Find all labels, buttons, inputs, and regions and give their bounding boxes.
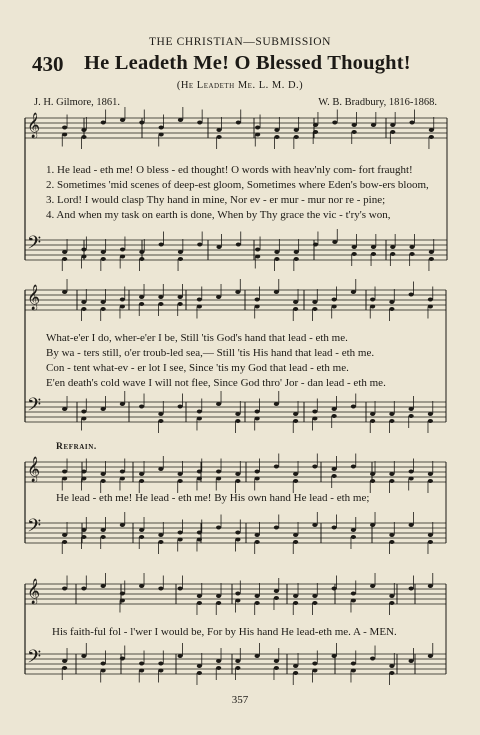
note-head [409,659,414,663]
note-head [370,584,375,588]
note-head [120,592,125,596]
note-head [216,594,221,598]
note-head [332,305,337,309]
note-head [370,657,375,661]
note-head [293,671,298,675]
note-head [293,533,298,537]
verse-4-line-1: 4. And when my task on earth is done, When by Thy grace the vic - t'ry's won, [46,209,391,221]
note-head [294,257,299,261]
note-head [197,671,202,675]
note-head [255,417,260,421]
note-head [139,528,144,532]
note-head [81,300,86,304]
note-head [178,257,183,261]
note-head [389,594,394,598]
note-head [255,654,260,658]
note-head [216,526,221,530]
note-head [389,664,394,668]
note-head [101,528,106,532]
note-head [274,128,279,132]
note-head [216,659,221,663]
note-head [197,417,202,421]
note-head [274,526,279,530]
note-head [101,307,106,311]
note-head [312,594,317,598]
note-head [120,402,125,406]
note-head [197,410,202,414]
note-head [139,121,144,125]
note-head [235,419,240,423]
note-head [236,243,241,247]
note-head [62,126,67,130]
note-head [351,592,356,596]
note-head [390,130,395,134]
treble-clef-icon: 𝄞 [27,457,41,482]
note-head [352,130,357,134]
note-head [158,587,163,591]
note-head [158,533,163,537]
note-head [332,654,337,658]
note-head [255,255,260,259]
note-head [235,479,240,483]
note-head [120,255,125,259]
hymn-title: He Leadeth Me! O Blessed Thought! [84,52,411,74]
note-head [429,250,434,254]
note-head [312,300,317,304]
note-head [389,479,394,483]
note-head [351,465,356,469]
note-head [178,654,183,658]
note-head [293,419,298,423]
note-head [101,584,106,588]
note-head [62,257,67,261]
note-head [294,128,299,132]
note-head [158,662,163,666]
note-head [178,405,183,409]
note-head [332,414,337,418]
note-head [158,540,163,544]
note-head [81,587,86,591]
note-head [101,479,106,483]
note-head [351,405,356,409]
note-head [197,305,202,309]
note-head [293,307,298,311]
note-head [235,531,240,535]
verse-2-line-1: 2. Sometimes 'mid scenes of deep-est gloom, Sometimes where Eden's bow-ers bloom, [46,179,429,191]
note-head [120,477,125,481]
note-head [313,123,318,127]
note-head [255,248,260,252]
note-head [274,465,279,469]
note-head [197,601,202,605]
note-head [255,305,260,309]
note-head [312,307,317,311]
note-head [62,540,67,544]
bass-clef-icon: 𝄢 [27,233,42,258]
note-head [370,479,375,483]
note-head [332,298,337,302]
note-head [197,538,202,542]
note-head [428,584,433,588]
note-head [120,118,125,122]
note-head [371,245,376,249]
note-head [293,601,298,605]
note-head [255,470,260,474]
note-head [158,669,163,673]
note-head [312,601,317,605]
note-head [255,126,260,130]
note-head [197,121,202,125]
note-head [216,295,221,299]
note-head [274,250,279,254]
note-head [428,654,433,658]
note-head [139,302,144,306]
note-head [235,659,240,663]
note-head [101,300,106,304]
note-head [235,412,240,416]
note-head [236,121,241,125]
note-head [293,540,298,544]
note-head [101,121,106,125]
note-head [178,250,183,254]
note-head [62,470,67,474]
note-head [178,295,183,299]
note-head [159,126,164,130]
verse-1-line-2: What-e'er I do, wher-e'er I be, Still 'tis God's hand that lead - eth me. [46,332,348,344]
note-head [216,666,221,670]
section-heading: THE CHRISTIAN—SUBMISSION [148,36,332,48]
note-head [216,402,221,406]
note-head [81,255,86,259]
note-head [101,257,106,261]
note-head [197,470,202,474]
note-head [274,290,279,294]
note-head [255,298,260,302]
note-head [390,123,395,127]
note-head [293,664,298,668]
note-head [332,121,337,125]
note-head [428,419,433,423]
treble-clef-icon: 𝄞 [27,579,41,604]
note-head [429,135,434,139]
note-head [255,601,260,605]
note-head [62,477,67,481]
note-head [81,248,86,252]
note-head [139,479,144,483]
note-head [293,412,298,416]
note-head [293,472,298,476]
note-head [428,479,433,483]
note-head [235,599,240,603]
note-head [370,305,375,309]
note-head [312,465,317,469]
note-head [197,243,202,247]
note-head [428,533,433,537]
note-head [120,470,125,474]
note-head [62,666,67,670]
note-head [120,305,125,309]
note-head [312,410,317,414]
note-head [352,123,357,127]
note-head [389,671,394,675]
note-head [255,133,260,137]
note-head [312,523,317,527]
note-head [409,470,414,474]
bass-clef-icon: 𝄢 [27,395,42,420]
note-head [120,523,125,527]
note-head [312,662,317,666]
note-head [293,479,298,483]
note-head [389,472,394,476]
note-head [429,128,434,132]
note-head [332,407,337,411]
verse-3-line-1: 3. Lord! I would clasp Thy hand in mine, Nor ev - er mur - mur nor re - pine; [46,194,386,206]
note-head [139,250,144,254]
note-head [274,257,279,261]
note-head [351,599,356,603]
note-head [332,474,337,478]
note-head [428,540,433,544]
note-head [139,535,144,539]
hymn-number: 430 [32,52,64,76]
note-head [178,118,183,122]
note-head [235,472,240,476]
note-head [274,596,279,600]
note-head [62,533,67,537]
note-head [235,538,240,542]
note-head [370,412,375,416]
note-head [197,477,202,481]
note-head [294,135,299,139]
note-head [274,659,279,663]
note-head [159,243,164,247]
note-head [216,477,221,481]
note-head [178,472,183,476]
note-head [389,412,394,416]
note-head [101,535,106,539]
note-head [351,662,356,666]
tune-name-text: (He Leadeth Me. L. M. D.) [176,80,304,91]
note-head [197,594,202,598]
note-head [428,472,433,476]
note-head [101,250,106,254]
note-head [351,535,356,539]
bass-clef-icon: 𝄢 [27,647,42,672]
note-head [120,248,125,252]
note-head [409,121,414,125]
note-head [351,669,356,673]
note-head [120,298,125,302]
note-head [139,472,144,476]
note-head [101,669,106,673]
note-head [351,290,356,294]
note-head [409,414,414,418]
note-head [390,252,395,256]
note-head [274,402,279,406]
note-head [293,300,298,304]
note-head [429,257,434,261]
note-head [370,472,375,476]
note-head [81,654,86,658]
note-head [178,531,183,535]
note-head [390,245,395,249]
note-head [409,523,414,527]
note-head [62,407,67,411]
treble-clef-icon: 𝄞 [27,285,41,310]
refrain-line-1: He lead - eth me! He lead - eth me! By His own hand He lead - eth me; [56,492,370,504]
note-head [139,295,144,299]
note-head [274,589,279,593]
note-head [313,243,318,247]
note-head [159,133,164,137]
note-head [389,307,394,311]
note-head [332,467,337,471]
note-head [158,412,163,416]
note-head [351,528,356,532]
note-head [409,407,414,411]
note-head [81,128,86,132]
note-head [332,240,337,244]
note-head [197,298,202,302]
note-head [370,523,375,527]
verse-3-line-2: Con - tent what-ev - er lot I see, Since 'tis my God that lead - eth me. [46,362,349,374]
note-head [101,407,106,411]
note-head [139,662,144,666]
note-head [409,252,414,256]
note-head [62,290,67,294]
note-head [197,531,202,535]
note-head [81,477,86,481]
note-head [197,664,202,668]
note-head [120,599,125,603]
note-head [389,533,394,537]
note-head [216,128,221,132]
refrain-line-2: His faith-ful fol - l'wer I would be, For by His hand He lead-eth me. A - MEN. [52,626,397,638]
page-number: 357 [231,694,249,706]
note-head [216,470,221,474]
note-head [101,472,106,476]
note-head [389,300,394,304]
note-head [409,245,414,249]
note-head [62,133,67,137]
composer-credit: W. B. Bradbury, 1816-1868. [318,97,437,108]
note-head [409,477,414,481]
author-credit: J. H. Gilmore, 1861. [34,97,121,108]
refrain-label: Refrain. [56,442,97,452]
note-head [294,250,299,254]
note-head [293,594,298,598]
note-head [81,535,86,539]
note-head [255,533,260,537]
note-head [62,659,67,663]
note-head [216,135,221,139]
note-head [139,405,144,409]
note-head [81,135,86,139]
note-head [255,477,260,481]
note-head [313,130,318,134]
note-head [312,417,317,421]
note-head [158,419,163,423]
note-head [139,584,144,588]
note-head [409,587,414,591]
note-head [352,252,357,256]
note-head [312,669,317,673]
note-head [274,666,279,670]
note-head [101,662,106,666]
note-head [235,290,240,294]
note-head [371,123,376,127]
note-head [389,419,394,423]
note-head [332,587,337,591]
note-head [370,298,375,302]
note-head [158,302,163,306]
bass-clef-icon: 𝄢 [27,516,42,541]
note-head [428,412,433,416]
note-head [81,410,86,414]
note-head [352,245,357,249]
note-head [255,594,260,598]
note-head [216,601,221,605]
note-head [389,601,394,605]
note-head [120,657,125,661]
note-head [178,587,183,591]
note-head [332,526,337,530]
note-head [178,302,183,306]
note-head [158,467,163,471]
note-head [178,538,183,542]
verse-2-line-2: By wa - ters still, o'er troub-led sea,— Still 'tis His hand that lead - eth me. [46,347,375,359]
note-head [428,298,433,302]
note-head [428,305,433,309]
note-head [178,479,183,483]
note-head [255,540,260,544]
note-head [274,135,279,139]
note-head [62,250,67,254]
note-head [409,293,414,297]
note-head [62,587,67,591]
note-head [371,252,376,256]
note-head [235,666,240,670]
verse-4-line-2: E'en death's cold wave I will not flee, Since God thro' Jor - dan lead - eth me. [46,377,386,389]
note-head [255,410,260,414]
note-head [158,295,163,299]
note-head [81,470,86,474]
note-head [370,419,375,423]
note-head [81,417,86,421]
note-head [216,245,221,249]
note-head [389,540,394,544]
note-head [139,669,144,673]
note-head [139,257,144,261]
note-head [81,307,86,311]
note-head [81,528,86,532]
note-head [235,592,240,596]
verse-1-line-1: 1. He lead - eth me! O bless - ed thought! O words with heav'nly com- fort fraught! [46,164,413,176]
treble-clef-icon: 𝄞 [27,113,41,138]
